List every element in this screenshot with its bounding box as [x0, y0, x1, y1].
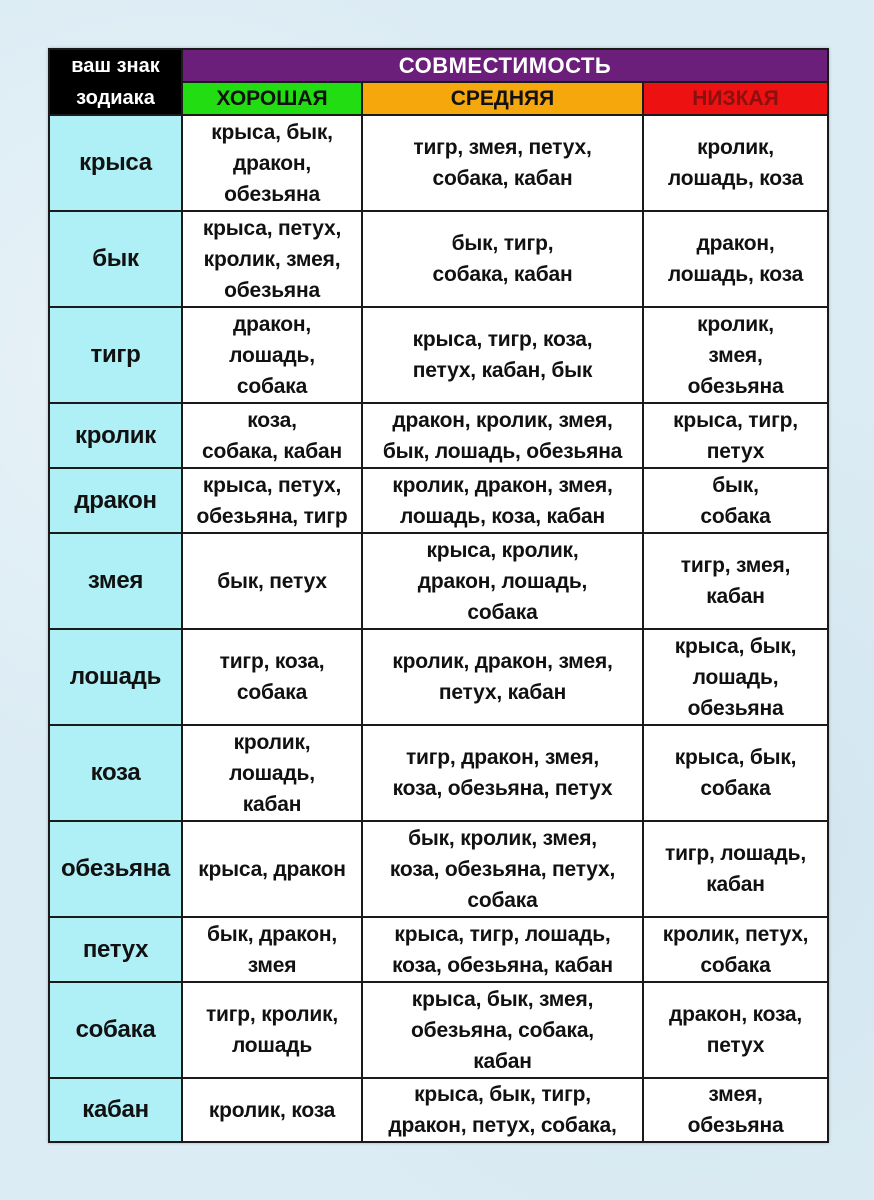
low-compat-cell: крыса, бык, лошадь, обезьяна	[643, 629, 828, 725]
low-compat-cell: кролик, змея, обезьяна	[643, 307, 828, 403]
good-compat-cell: крыса, петух, обезьяна, тигр	[182, 468, 362, 533]
medium-compat-cell: крыса, кролик, дракон, лошадь, собака	[362, 533, 643, 629]
table-row	[49, 1078, 828, 1142]
medium-compat-cell: кролик, дракон, змея, петух, кабан	[362, 629, 643, 725]
medium-compat-cell: дракон, кролик, змея, бык, лошадь, обезьяна	[362, 403, 643, 468]
zodiac-sign-cell: змея	[49, 533, 182, 629]
table-row	[49, 211, 828, 307]
zodiac-sign-cell: петух	[49, 917, 182, 982]
good-compat-cell: кролик, коза	[182, 1078, 362, 1142]
low-compat-cell: крыса, бык, собака	[643, 725, 828, 821]
table-row	[49, 917, 828, 982]
good-compat-cell: крыса, петух, кролик, змея, обезьяна	[182, 211, 362, 307]
low-compat-cell: крыса, тигр, петух	[643, 403, 828, 468]
zodiac-sign-cell: лошадь	[49, 629, 182, 725]
medium-compat-cell: крыса, бык, змея, обезьяна, собака, кабан	[362, 982, 643, 1078]
medium-compat-cell: крыса, тигр, лошадь, коза, обезьяна, кабан	[362, 917, 643, 982]
table-row	[49, 307, 828, 403]
medium-compat-cell: крыса, бык, тигр, дракон, петух, собака,	[362, 1078, 643, 1142]
medium-compat-cell: тигр, змея, петух, собака, кабан	[362, 115, 643, 211]
medium-header: СРЕДНЯЯ	[362, 82, 643, 115]
good-compat-cell: тигр, кролик, лошадь	[182, 982, 362, 1078]
zodiac-sign-cell: коза	[49, 725, 182, 821]
sign-column-header: ваш знак зодиака	[49, 49, 182, 115]
zodiac-sign-cell: крыса	[49, 115, 182, 211]
zodiac-sign-cell: собака	[49, 982, 182, 1078]
low-compat-cell: дракон, лошадь, коза	[643, 211, 828, 307]
medium-compat-cell: тигр, дракон, змея, коза, обезьяна, петух	[362, 725, 643, 821]
low-compat-cell: тигр, лошадь, кабан	[643, 821, 828, 917]
low-compat-cell: кролик, лошадь, коза	[643, 115, 828, 211]
table-row	[49, 821, 828, 917]
table-row	[49, 533, 828, 629]
good-compat-cell: крыса, дракон	[182, 821, 362, 917]
low-header: НИЗКАЯ	[643, 82, 828, 115]
low-compat-cell: дракон, коза, петух	[643, 982, 828, 1078]
table-row	[49, 629, 828, 725]
zodiac-sign-cell: бык	[49, 211, 182, 307]
good-compat-cell: тигр, коза, собака	[182, 629, 362, 725]
good-compat-cell: коза, собака, кабан	[182, 403, 362, 468]
zodiac-sign-cell: кролик	[49, 403, 182, 468]
zodiac-sign-cell: обезьяна	[49, 821, 182, 917]
compatibility-header: СОВМЕСТИМОСТЬ	[182, 49, 828, 82]
low-compat-cell: кролик, петух, собака	[643, 917, 828, 982]
low-compat-cell: тигр, змея, кабан	[643, 533, 828, 629]
good-compat-cell: кролик, лошадь, кабан	[182, 725, 362, 821]
header-row-top	[49, 49, 828, 82]
zodiac-sign-cell: тигр	[49, 307, 182, 403]
medium-compat-cell: крыса, тигр, коза, петух, кабан, бык	[362, 307, 643, 403]
table-row	[49, 468, 828, 533]
good-compat-cell: бык, петух	[182, 533, 362, 629]
good-header: ХОРОШАЯ	[182, 82, 362, 115]
medium-compat-cell: бык, кролик, змея, коза, обезьяна, петух, собака	[362, 821, 643, 917]
good-compat-cell: бык, дракон, змея	[182, 917, 362, 982]
zodiac-sign-cell: дракон	[49, 468, 182, 533]
low-compat-cell: бык, собака	[643, 468, 828, 533]
good-compat-cell: дракон, лошадь, собака	[182, 307, 362, 403]
compatibility-table	[48, 48, 829, 1143]
medium-compat-cell: кролик, дракон, змея, лошадь, коза, кабан	[362, 468, 643, 533]
table-row	[49, 115, 828, 211]
table-row	[49, 403, 828, 468]
medium-compat-cell: бык, тигр, собака, кабан	[362, 211, 643, 307]
table-row	[49, 725, 828, 821]
low-compat-cell: змея, обезьяна	[643, 1078, 828, 1142]
table-row	[49, 982, 828, 1078]
good-compat-cell: крыса, бык, дракон, обезьяна	[182, 115, 362, 211]
zodiac-sign-cell: кабан	[49, 1078, 182, 1142]
